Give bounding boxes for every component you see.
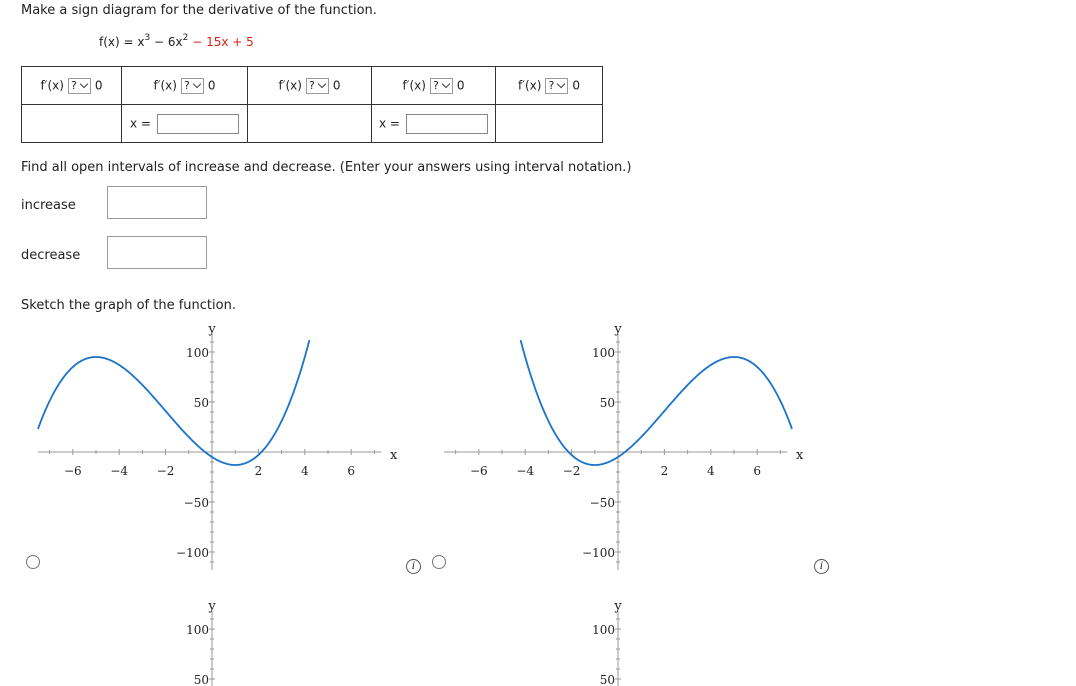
y-tick-label: −50 [183,496,209,510]
increase-label: increase [21,198,76,213]
function-curve [38,340,309,465]
x-tick-label: 2 [254,464,263,478]
sign-diagram-prompt: Make a sign diagram for the derivative of the function. [21,3,377,18]
x-tick-label: 6 [347,464,356,478]
x-tick-label: 6 [753,464,762,478]
y-tick-label: 50 [193,396,209,410]
x-axis-label: x [390,448,398,463]
function-curve [521,340,792,465]
fprime-label: f′(x) [153,78,177,92]
y-axis-label: y [208,322,216,337]
y-tick-label: 100 [592,623,615,637]
y-tick-label: 100 [592,346,615,360]
x-tick-label: −4 [516,464,535,478]
y-axis-label: y [614,599,622,614]
x-tick-label: −6 [469,464,488,478]
info-icon[interactable]: i [814,559,829,574]
x-tick-label: −2 [156,464,175,478]
graph-option-c [38,599,398,686]
x-tick-label: −6 [63,464,82,478]
y-tick-label: 50 [599,396,615,410]
x-tick-label: 4 [706,464,715,478]
fprime-label: f′(x) [40,78,64,92]
x-axis-label: x [796,448,804,463]
sign-select-value: ? [548,79,555,92]
y-tick-label: −100 [582,546,615,560]
sign-select-value: ? [308,79,315,92]
y-axis-label: y [208,599,216,614]
x-tick-label: −4 [110,464,129,478]
y-tick-label: −50 [589,496,615,510]
fprime-label: f′(x) [518,78,542,92]
graph-option-d [444,599,804,686]
fprime-label: f′(x) [402,78,426,92]
y-tick-label: 50 [599,673,615,686]
sign-select-value: ? [183,79,190,92]
info-icon[interactable]: i [406,559,421,574]
fprime-label: f′(x) [278,78,302,92]
x-tick-label: −2 [562,464,581,478]
y-tick-label: 100 [186,346,209,360]
intervals-prompt: Find all open intervals of increase and decrease. (Enter your answers using interval notation.) [21,160,632,175]
x-tick-label: 4 [300,464,309,478]
function-expression: $f(x) = x^3 - 6x^2 - 15x + 5$ [99,33,254,49]
x-tick-label: 2 [660,464,669,478]
sign-zero: 0 [207,78,216,92]
graph-option-a [38,322,398,570]
y-tick-label: 50 [193,673,209,686]
sign-zero: 0 [332,78,341,92]
sign-select-value: ? [70,79,77,92]
sketch-prompt: Sketch the graph of the function. [21,298,236,313]
y-tick-label: −100 [176,546,209,560]
graph-option-b [444,322,804,570]
y-axis-label: y [614,322,622,337]
sign-zero: 0 [572,78,580,92]
x-equals-label: x = [379,116,400,130]
sign-zero: 0 [456,78,465,92]
y-tick-label: 100 [186,623,209,637]
decrease-label: decrease [21,248,81,263]
x-equals-label: x = [130,116,151,130]
sign-select-value: ? [432,79,439,92]
sign-zero: 0 [94,78,103,92]
